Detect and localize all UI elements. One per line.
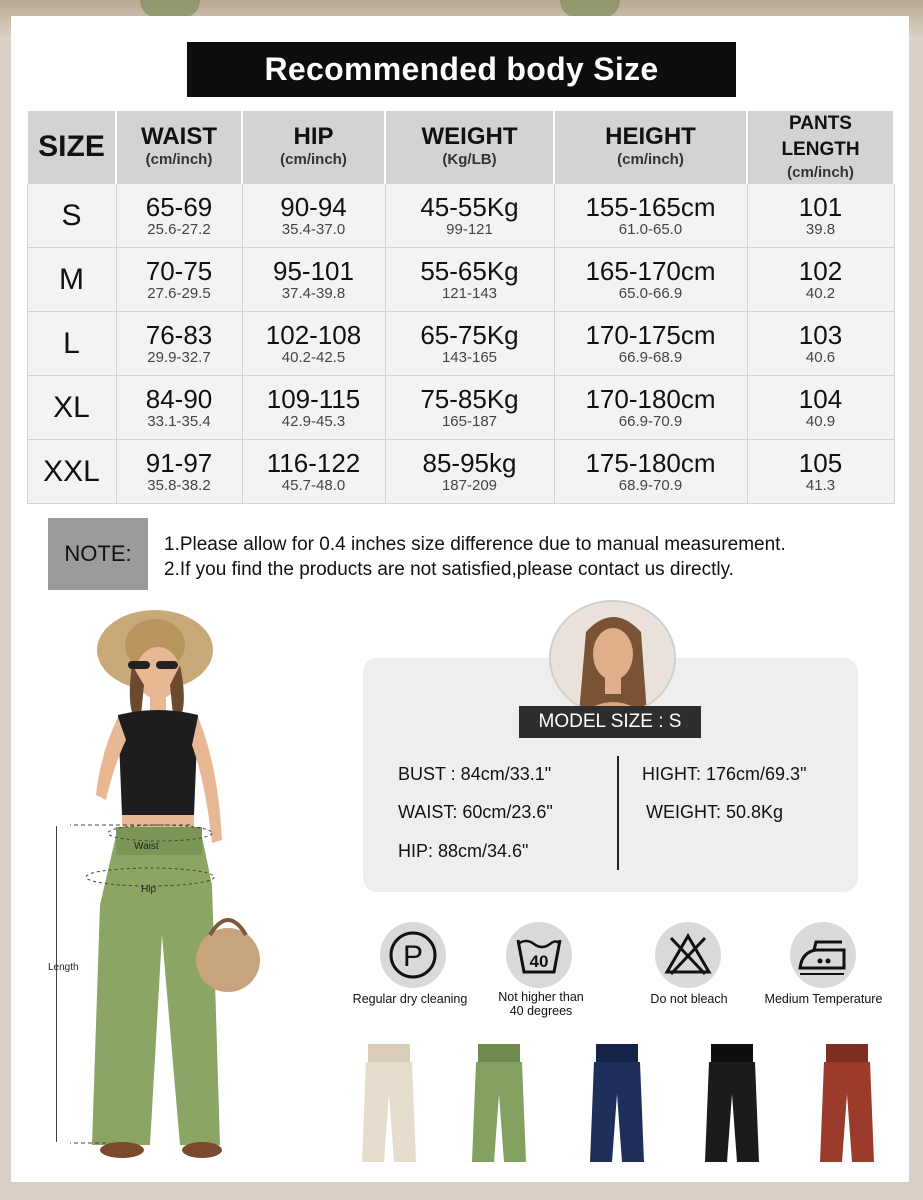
table-row [27, 376, 894, 440]
size-cell: XXL [27, 440, 116, 504]
wash-40-icon [506, 922, 572, 988]
waist-cell: 76-83 29.9-32.7 [116, 312, 242, 376]
header-hip: HIP (cm/inch) [242, 111, 385, 184]
height-cell: 155-165cm 61.0-65.0 [554, 184, 747, 248]
length-guide-line [56, 826, 69, 1142]
swatch-green[interactable] [470, 1044, 528, 1162]
page-title: Recommended body Size [187, 42, 736, 97]
size-cell: L [27, 312, 116, 376]
swatch-black[interactable] [703, 1044, 761, 1162]
svg-text:40: 40 [529, 952, 549, 971]
model-avatar [549, 600, 676, 716]
header-waist: WAIST (cm/inch) [116, 111, 242, 184]
length-cell: 104 40.9 [747, 376, 894, 440]
table-row [27, 248, 894, 312]
header-size: SIZE [27, 111, 116, 184]
care-label-dry-clean: Regular dry cleaning [352, 992, 468, 1006]
swatch-rust[interactable] [818, 1044, 876, 1162]
hip-cell: 95-101 37.4-39.8 [242, 248, 385, 312]
weight-cell: 55-65Kg 121-143 [385, 248, 554, 312]
no-bleach-icon [655, 922, 721, 988]
svg-text:P: P [402, 940, 424, 973]
height-cell: 165-170cm 65.0-66.9 [554, 248, 747, 312]
hip-measure-label: Hip [141, 884, 157, 895]
care-label-no-bleach: Do not bleach [650, 992, 728, 1006]
spec-divider [617, 756, 619, 870]
model-size-label: MODEL SIZE : S [519, 706, 701, 738]
table-row [27, 184, 894, 248]
weight-cell: 85-95kg 187-209 [385, 440, 554, 504]
hip-cell: 116-122 45.7-48.0 [242, 440, 385, 504]
height-cell: 170-175cm 66.9-68.9 [554, 312, 747, 376]
hip-cell: 109-115 42.9-45.3 [242, 376, 385, 440]
header-height: HEIGHT (cm/inch) [554, 111, 747, 184]
size-table [26, 111, 895, 504]
waist-cell: 91-97 35.8-38.2 [116, 440, 242, 504]
size-cell: S [27, 184, 116, 248]
size-cell: M [27, 248, 116, 312]
waist-measure-label: Waist [134, 841, 159, 852]
dry-clean-p-icon [380, 922, 446, 988]
note-line-1: 1.Please allow for 0.4 inches size difference due to manual measurement. [164, 534, 786, 555]
header-weight: WEIGHT (Kg/LB) [385, 111, 554, 184]
length-measure-label: Length [48, 962, 79, 973]
iron-medium-icon [790, 922, 856, 988]
length-cell: 102 40.2 [747, 248, 894, 312]
care-label-iron: Medium Temperature [764, 992, 883, 1006]
table-row [27, 312, 894, 376]
waist-cell: 70-75 27.6-29.5 [116, 248, 242, 312]
size-cell: XL [27, 376, 116, 440]
weight-cell: 65-75Kg 143-165 [385, 312, 554, 376]
length-cell: 105 41.3 [747, 440, 894, 504]
table-header-row [27, 111, 894, 184]
hip-cell: 102-108 40.2-42.5 [242, 312, 385, 376]
swatch-beige[interactable] [360, 1044, 418, 1162]
note-line-2: 2.If you find the products are not satisfied,please contact us directly. [164, 559, 734, 580]
weight-cell: 45-55Kg 99-121 [385, 184, 554, 248]
length-cell: 101 39.8 [747, 184, 894, 248]
table-row [27, 440, 894, 504]
model-height: HIGHT: 176cm/69.3" [642, 764, 807, 784]
note-label: NOTE: [48, 518, 148, 590]
hip-cell: 90-94 35.4-37.0 [242, 184, 385, 248]
model-hip: HIP: 88cm/34.6" [398, 841, 529, 861]
height-cell: 175-180cm 68.9-70.9 [554, 440, 747, 504]
weight-cell: 75-85Kg 165-187 [385, 376, 554, 440]
height-cell: 170-180cm 66.9-70.9 [554, 376, 747, 440]
swatch-navy[interactable] [588, 1044, 646, 1162]
model-illustration [70, 605, 290, 1170]
care-label-wash: Not higher than 40 degrees [498, 990, 584, 1018]
header-pants-length: PANTS LENGTH (cm/inch) [747, 111, 894, 184]
model-bust: BUST : 84cm/33.1" [398, 764, 552, 784]
waist-cell: 84-90 33.1-35.4 [116, 376, 242, 440]
model-waist: WAIST: 60cm/23.6" [398, 802, 553, 822]
length-cell: 103 40.6 [747, 312, 894, 376]
model-weight: WEIGHT: 50.8Kg [646, 802, 784, 822]
waist-cell: 65-69 25.6-27.2 [116, 184, 242, 248]
